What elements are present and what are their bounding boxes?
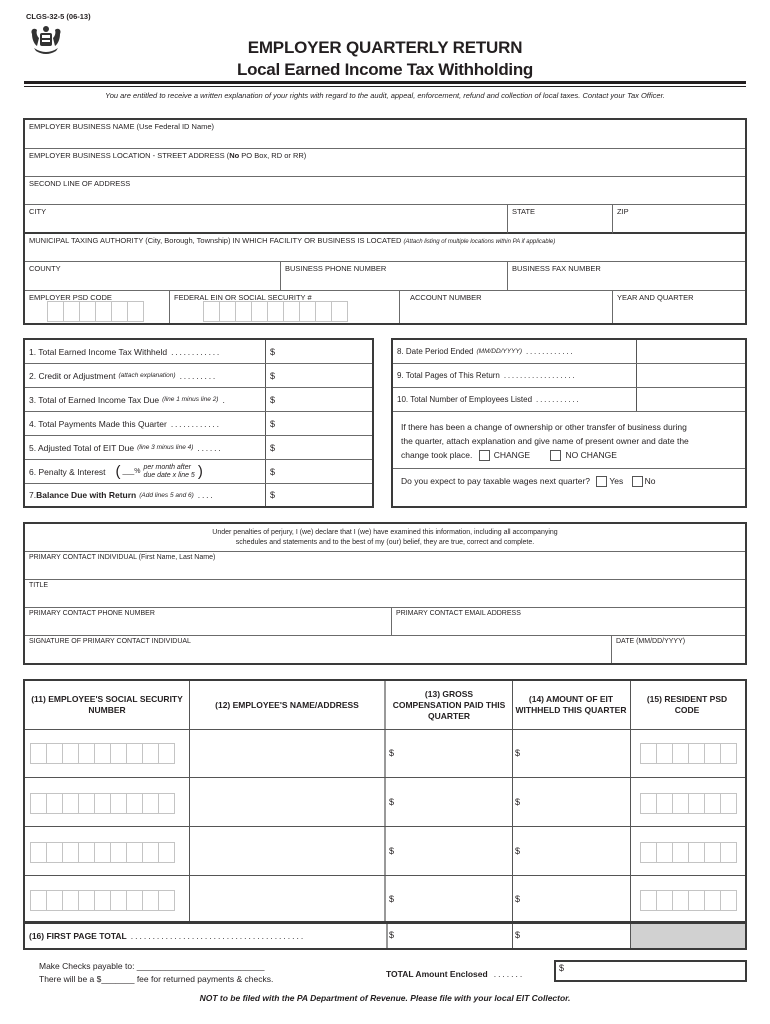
digit-box[interactable] [78,793,95,814]
employee-name-input[interactable] [190,877,384,921]
total-gross-input[interactable]: $ [389,930,395,940]
year-quarter-label: YEAR AND QUARTER [617,293,694,302]
returned-fee-text: There will be a $_______ fee for returned payments & checks. [39,974,274,984]
digit-box[interactable] [46,793,63,814]
digit-box[interactable] [235,301,252,322]
account-number-label: ACCOUNT NUMBER [410,293,482,302]
business-phone-label: BUSINESS PHONE NUMBER [285,264,387,273]
column-header-gross-compensation: (13) GROSS COMPENSATION PAID THIS QUARTER [392,688,506,721]
date-period-ended-input[interactable] [637,340,745,363]
digit-box[interactable] [62,842,79,863]
ownership-options [401,448,745,462]
business-phone-field[interactable] [281,262,508,291]
checks-payable-text: Make Checks payable to: ___________________________ [39,961,265,971]
first-page-total-label-cell [25,924,384,948]
second-address-label: SECOND LINE OF ADDRESS [29,179,131,188]
signature-date-label: DATE (MM/DD/YYYY) [616,638,686,645]
form-subtitle: Local Earned Income Tax Withholding [236,60,533,79]
digit-box[interactable] [720,743,737,764]
line-7-note: (Add lines 5 and 6) [139,491,194,499]
digit-box[interactable] [315,301,332,322]
column-divider [386,924,388,948]
business-name-field[interactable] [25,120,745,149]
digit-box[interactable] [704,743,721,764]
digit-box[interactable] [110,842,127,863]
digit-box[interactable] [158,743,175,764]
county-field[interactable] [25,262,281,291]
line-7-label: Balance Due with Return [36,490,137,500]
digit-box[interactable] [672,793,689,814]
line-5-label: 5. Adjusted Total of EIT Due [29,442,135,453]
signature-field[interactable] [25,636,612,663]
signature-date-field[interactable] [612,636,745,663]
digit-box[interactable] [126,890,143,911]
ownership-text-3: change took place. [401,450,473,460]
line-2-amount-input[interactable]: $ [270,370,276,381]
digit-box[interactable] [110,793,127,814]
digit-box[interactable] [110,743,127,764]
leader-dots: ....... [493,969,525,979]
zip-field[interactable] [613,205,745,234]
form-code: CLGS-32-5 (06-13) [26,12,91,21]
first-page-total-row [25,924,745,948]
digit-box[interactable] [704,793,721,814]
digit-box[interactable] [78,743,95,764]
leader-dots: ........................................ [130,931,306,941]
leader-dots: ............ [170,418,221,429]
ein-digit-boxes[interactable] [204,301,348,322]
line-10-label: 10. Total Number of Employees Listed [397,395,533,404]
open-paren: ( [115,463,121,480]
total-employees-input[interactable] [637,388,745,411]
ownership-change-block [393,412,745,469]
employee-name-input[interactable] [190,730,384,777]
digit-box[interactable] [126,743,143,764]
total-enclosed-input[interactable] [554,960,747,982]
total-eit-input[interactable]: $ [515,930,521,940]
line-10-row [393,388,745,412]
federal-ein-label: FEDERAL EIN OR SOCIAL SECURITY # [174,293,312,302]
declaration-line-2: schedules and statements and to the best of my (our) belief, they are true, correct and complete. [235,539,535,546]
eit-withheld-input[interactable]: $ [515,748,521,758]
digit-box[interactable] [94,890,111,911]
digit-box[interactable] [688,842,705,863]
line-5-amount-input[interactable]: $ [270,442,276,453]
signature-label: SIGNATURE OF PRIMARY CONTACT INDIVIDUAL [29,638,191,645]
line-5-row [25,436,372,460]
form-title: EMPLOYER QUARTERLY RETURN [247,38,523,57]
line-2-row [25,364,372,388]
line-6-amount-input[interactable]: $ [270,466,276,477]
resident-psd-digit-boxes[interactable] [641,890,737,911]
line-3-label: 3. Total of Earned Income Tax Due [29,394,160,405]
ownership-text-2: the quarter, attach explanation and give name of present owner and date the [401,436,689,446]
digit-box[interactable] [62,890,79,911]
primary-contact-label: PRIMARY CONTACT INDIVIDUAL (First Name, Last Name) [29,554,216,561]
line-6-row [25,460,372,484]
gross-compensation-input[interactable]: $ [389,846,395,856]
digit-box[interactable] [331,301,348,322]
line-4-row [25,412,372,436]
contact-phone-field[interactable] [25,608,392,636]
digit-box[interactable] [79,301,96,322]
digit-box[interactable] [640,842,657,863]
employee-name-input[interactable] [190,779,384,826]
line-9-row [393,364,745,388]
business-name-label: EMPLOYER BUSINESS NAME (Use Federal ID Name) [29,122,215,131]
city-label: CITY [29,207,47,216]
digit-box[interactable] [94,842,111,863]
gross-compensation-input[interactable]: $ [389,894,395,904]
line-3-amount-input[interactable]: $ [270,394,276,405]
header-rule-thin [24,86,746,87]
primary-contact-field[interactable] [25,552,745,580]
ssn-digit-boxes[interactable] [31,743,175,764]
digit-box[interactable] [203,301,220,322]
table-row [25,730,745,778]
digit-box[interactable] [656,743,673,764]
ownership-text-1: If there has been a change of ownership or other transfer of business during [401,422,687,432]
municipal-authority-field[interactable] [25,234,745,262]
digit-box[interactable] [251,301,268,322]
digit-box[interactable] [672,743,689,764]
digit-box[interactable] [142,743,159,764]
close-paren: ) [197,463,203,480]
digit-box[interactable] [688,793,705,814]
business-fax-field[interactable] [508,262,745,291]
business-fax-label: BUSINESS FAX NUMBER [512,264,601,273]
state-field[interactable] [508,205,613,234]
line-8-note: (MM/DD/YYYY) [476,348,522,355]
change-checkbox[interactable] [479,450,490,461]
ssn-digit-boxes[interactable] [31,793,175,814]
change-label: CHANGE [493,450,531,460]
first-page-total-label: (16) FIRST PAGE TOTAL [29,931,127,941]
digit-box[interactable] [46,842,63,863]
header-rule-thick [24,81,746,84]
leader-dots: ......... [179,370,218,381]
line-6-label: 6. Penalty & Interest [29,466,106,477]
gross-compensation-input[interactable]: $ [389,797,395,807]
line-6-note: per month after due date x line 5 [143,463,195,479]
digit-box[interactable] [94,793,111,814]
digit-box[interactable] [656,793,673,814]
column-header-eit-withheld: (14) AMOUNT OF EIT WITHHELD THIS QUARTER [515,694,627,715]
contact-email-label: PRIMARY CONTACT EMAIL ADDRESS [396,610,521,617]
digit-box[interactable] [63,301,80,322]
digit-box[interactable] [142,793,159,814]
line-1-amount-input[interactable]: $ [270,346,276,357]
line-3-note: (line 1 minus line 2) [162,396,219,403]
table-row [25,877,745,924]
zip-label: ZIP [617,207,629,216]
digit-box[interactable] [688,890,705,911]
return-info-section [391,338,747,508]
employer-psd-code-field [25,291,170,323]
digit-box[interactable] [62,743,79,764]
wages-yes-label: Yes [609,476,624,486]
column-header-ssn: (11) EMPLOYEE'S SOCIAL SECURITY NUMBER [31,694,183,715]
digit-box[interactable] [640,793,657,814]
contact-email-field[interactable] [392,608,745,636]
leader-dots: .... [197,490,215,500]
municipal-authority-label: MUNICIPAL TAXING AUTHORITY (City, Borough, Township) IN WHICH FACILITY OR BUSINESS IS LOCATED (Attach listing of multiple locations within PA if applicable) [29,236,556,245]
year-quarter-field[interactable] [613,291,745,323]
wages-no-label: No [644,476,656,486]
declaration-line-1: Under penalties of perjury, I (we) declare that I (we) have examined this information, including all accompanying [212,529,558,536]
line-2-note: (attach explanation) [118,372,176,379]
digit-box[interactable] [30,890,47,911]
leader-dots: ............ [526,347,575,356]
digit-box[interactable] [299,301,316,322]
digit-box[interactable] [720,793,737,814]
eit-withheld-input[interactable]: $ [515,894,521,904]
resident-psd-digit-boxes[interactable] [641,793,737,814]
digit-box[interactable] [94,743,111,764]
line-4-amount-input[interactable]: $ [270,418,276,429]
digit-box[interactable] [640,890,657,911]
digit-box[interactable] [30,842,47,863]
street-address-label: EMPLOYER BUSINESS LOCATION - STREET ADDRESS (No PO Box, RD or RR) [29,151,307,160]
line-7-number: 7. [29,490,37,500]
city-field[interactable] [25,205,508,234]
contact-section [23,522,747,665]
digit-box[interactable] [126,842,143,863]
contact-title-label: TITLE [29,582,49,589]
line-1-row [25,340,372,364]
digit-box[interactable] [672,842,689,863]
digit-box[interactable] [142,842,159,863]
wages-no-checkbox[interactable] [632,476,643,487]
employees-table [23,679,747,950]
psd-code-digit-boxes[interactable] [48,301,144,322]
tax-lines-section [23,338,374,508]
digit-box[interactable] [283,301,300,322]
contact-phone-label: PRIMARY CONTACT PHONE NUMBER [29,610,155,617]
table-row [25,828,745,876]
line-8-label: 8. Date Period Ended [397,347,474,356]
digit-box[interactable] [688,743,705,764]
digit-box[interactable] [704,890,721,911]
digit-box[interactable] [158,890,175,911]
digit-box[interactable] [672,890,689,911]
digit-box[interactable] [62,793,79,814]
digit-box[interactable] [142,890,159,911]
state-label: STATE [512,207,536,216]
digit-box[interactable] [47,301,64,322]
digit-box[interactable] [127,301,144,322]
line-7-row [25,484,372,506]
total-enclosed-currency: $ [559,963,565,973]
digit-box[interactable] [111,301,128,322]
table-row [25,779,745,827]
resident-psd-digit-boxes[interactable] [641,743,737,764]
ssn-digit-boxes[interactable] [31,890,175,911]
digit-box[interactable] [78,842,95,863]
federal-ein-field [170,291,400,323]
no-change-label: NO CHANGE [565,450,617,460]
employee-name-input[interactable] [190,828,384,875]
line-7-amount-input[interactable]: $ [270,490,276,500]
line-1-label: 1. Total Earned Income Tax Withheld [29,346,168,357]
shaded-cell [630,924,745,948]
digit-box[interactable] [78,890,95,911]
leader-dots: .................. [503,371,577,380]
employer-psd-code-label: EMPLOYER PSD CODE [29,293,112,302]
wages-question-block [393,476,745,487]
digit-box[interactable] [720,842,737,863]
digit-box[interactable] [110,890,127,911]
employer-info-section [23,118,747,325]
digit-box[interactable] [704,842,721,863]
digit-box[interactable] [126,793,143,814]
eit-withheld-input[interactable]: $ [515,797,521,807]
wages-yes-checkbox[interactable] [596,476,607,487]
line-5-note: (line 3 minus line 4) [137,444,194,451]
total-pages-input[interactable] [637,364,745,387]
leader-dots: ............ [171,346,222,357]
line-2-label: 2. Credit or Adjustment [29,370,116,381]
no-change-checkbox[interactable] [550,450,561,461]
leader-dots: ...... [197,442,223,453]
digit-box[interactable] [158,793,175,814]
digit-box[interactable] [158,842,175,863]
line-3-row [25,388,372,412]
total-enclosed-label-row [386,969,524,979]
digit-box[interactable] [46,890,63,911]
digit-box[interactable] [656,890,673,911]
digit-box[interactable] [95,301,112,322]
perjury-declaration [25,524,745,552]
digit-box[interactable] [30,793,47,814]
digit-box[interactable] [267,301,284,322]
penalty-percent-input[interactable]: ___% [122,468,141,475]
wages-question-text: Do you expect to pay taxable wages next quarter? [401,476,591,486]
filing-disclaimer: NOT to be filed with the PA Department of Revenue. Please file with your local EIT Collector. [199,993,571,1003]
total-enclosed-label: TOTAL Amount Enclosed [386,969,488,979]
leader-dots: . [222,394,227,405]
ssn-digit-boxes[interactable] [31,842,175,863]
column-divider [512,924,513,948]
resident-psd-digit-boxes[interactable] [641,842,737,863]
rights-notice: You are entitled to receive a written explanation of your rights with regard to the audit, appeal, enforcement, refund and collection of local taxes. Contact your Tax Officer. [105,91,665,100]
line-8-row [393,340,745,364]
digit-box[interactable] [30,743,47,764]
digit-box[interactable] [640,743,657,764]
eit-withheld-input[interactable]: $ [515,846,521,856]
county-label: COUNTY [29,264,61,273]
gross-compensation-input[interactable]: $ [389,748,395,758]
line-4-label: 4. Total Payments Made this Quarter [29,418,167,429]
line-9-label: 9. Total Pages of This Return [397,371,500,380]
digit-box[interactable] [219,301,236,322]
column-header-resident-psd: (15) RESIDENT PSD CODE [646,694,728,715]
digit-box[interactable] [720,890,737,911]
leader-dots: ........... [536,395,581,404]
column-header-name-address: (12) EMPLOYEE'S NAME/ADDRESS [215,699,359,710]
digit-box[interactable] [46,743,63,764]
account-number-field[interactable] [400,291,613,323]
second-address-field[interactable] [25,177,745,205]
street-address-field[interactable] [25,149,745,177]
digit-box[interactable] [656,842,673,863]
contact-title-field[interactable] [25,580,745,608]
